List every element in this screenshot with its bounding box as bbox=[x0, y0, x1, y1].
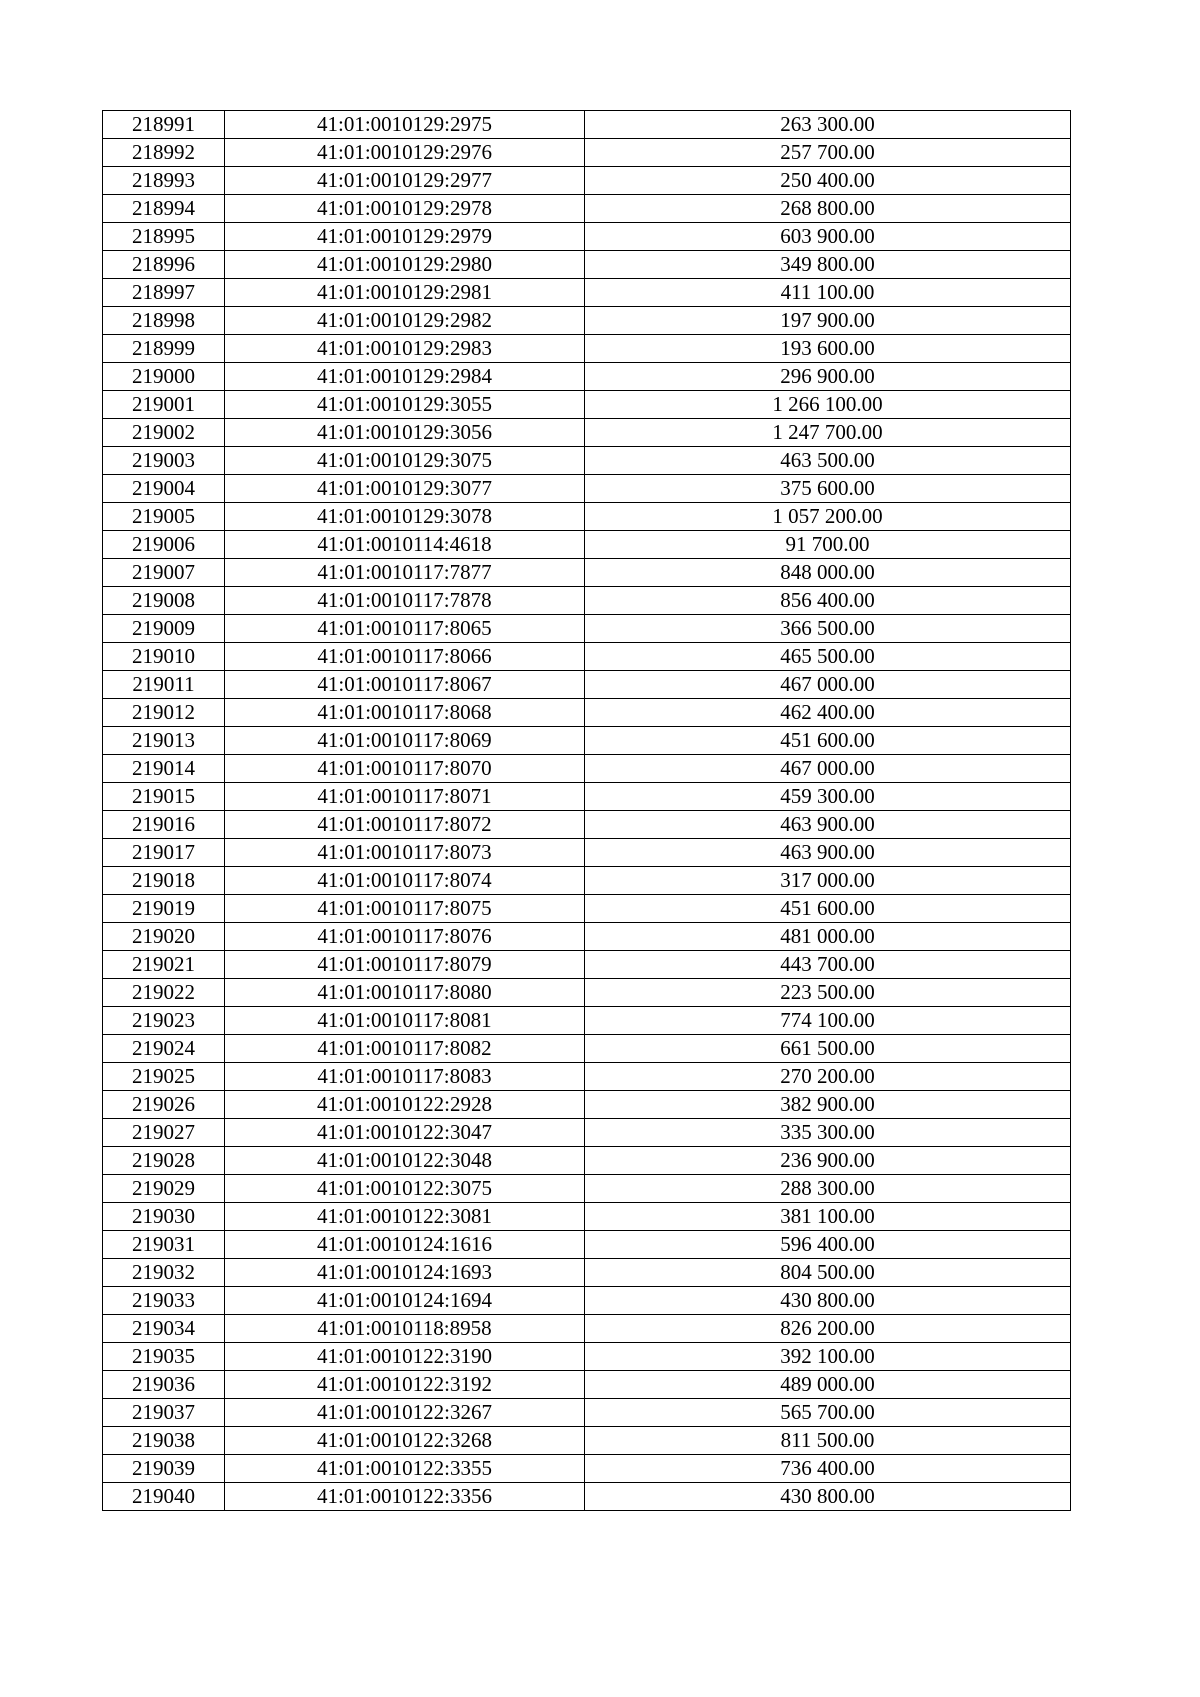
row-number-cell: 219022 bbox=[103, 979, 225, 1007]
row-number-cell: 219006 bbox=[103, 531, 225, 559]
cadastral-value-cell: 481 000.00 bbox=[585, 923, 1071, 951]
cadastral-number-cell: 41:01:0010122:2928 bbox=[225, 1091, 585, 1119]
cadastral-value-cell: 268 800.00 bbox=[585, 195, 1071, 223]
table-row bbox=[103, 167, 1071, 195]
cadastral-value-cell: 381 100.00 bbox=[585, 1203, 1071, 1231]
row-number-cell: 219018 bbox=[103, 867, 225, 895]
cadastral-value-cell: 236 900.00 bbox=[585, 1147, 1071, 1175]
cadastral-number-cell: 41:01:0010117:8065 bbox=[225, 615, 585, 643]
table-row bbox=[103, 839, 1071, 867]
cadastral-number-cell: 41:01:0010117:8075 bbox=[225, 895, 585, 923]
table-row bbox=[103, 1147, 1071, 1175]
cadastral-value-cell: 463 900.00 bbox=[585, 839, 1071, 867]
table-row bbox=[103, 1259, 1071, 1287]
table-row bbox=[103, 195, 1071, 223]
row-number-cell: 219026 bbox=[103, 1091, 225, 1119]
table-row bbox=[103, 1315, 1071, 1343]
table-row bbox=[103, 279, 1071, 307]
cadastral-number-cell: 41:01:0010122:3190 bbox=[225, 1343, 585, 1371]
row-number-cell: 219030 bbox=[103, 1203, 225, 1231]
table-row bbox=[103, 1287, 1071, 1315]
cadastral-number-cell: 41:01:0010122:3048 bbox=[225, 1147, 585, 1175]
cadastral-number-cell: 41:01:0010129:2984 bbox=[225, 363, 585, 391]
row-number-cell: 219015 bbox=[103, 783, 225, 811]
cadastral-number-cell: 41:01:0010129:2975 bbox=[225, 111, 585, 139]
row-number-cell: 219007 bbox=[103, 559, 225, 587]
row-number-cell: 219014 bbox=[103, 755, 225, 783]
cadastral-number-cell: 41:01:0010117:8072 bbox=[225, 811, 585, 839]
row-number-cell: 219002 bbox=[103, 419, 225, 447]
cadastral-value-cell: 811 500.00 bbox=[585, 1427, 1071, 1455]
cadastral-value-cell: 596 400.00 bbox=[585, 1231, 1071, 1259]
cadastral-value-cell: 411 100.00 bbox=[585, 279, 1071, 307]
row-number-cell: 219034 bbox=[103, 1315, 225, 1343]
row-number-cell: 219024 bbox=[103, 1035, 225, 1063]
cadastral-number-cell: 41:01:0010117:8083 bbox=[225, 1063, 585, 1091]
row-number-cell: 219027 bbox=[103, 1119, 225, 1147]
cadastral-value-cell: 1 266 100.00 bbox=[585, 391, 1071, 419]
row-number-cell: 219039 bbox=[103, 1455, 225, 1483]
table-row bbox=[103, 811, 1071, 839]
cadastral-value-cell: 848 000.00 bbox=[585, 559, 1071, 587]
cadastral-value-cell: 467 000.00 bbox=[585, 671, 1071, 699]
row-number-cell: 219000 bbox=[103, 363, 225, 391]
cadastral-value-cell: 349 800.00 bbox=[585, 251, 1071, 279]
cadastral-value-cell: 451 600.00 bbox=[585, 727, 1071, 755]
cadastral-number-cell: 41:01:0010117:7877 bbox=[225, 559, 585, 587]
table-row bbox=[103, 1007, 1071, 1035]
row-number-cell: 219031 bbox=[103, 1231, 225, 1259]
cadastral-value-cell: 459 300.00 bbox=[585, 783, 1071, 811]
cadastral-value-cell: 430 800.00 bbox=[585, 1483, 1071, 1511]
row-number-cell: 219021 bbox=[103, 951, 225, 979]
table-row bbox=[103, 139, 1071, 167]
cadastral-value-cell: 661 500.00 bbox=[585, 1035, 1071, 1063]
cadastral-value-cell: 250 400.00 bbox=[585, 167, 1071, 195]
cadastral-number-cell: 41:01:0010129:3056 bbox=[225, 419, 585, 447]
cadastral-number-cell: 41:01:0010114:4618 bbox=[225, 531, 585, 559]
row-number-cell: 218998 bbox=[103, 307, 225, 335]
cadastral-value-cell: 430 800.00 bbox=[585, 1287, 1071, 1315]
cadastral-number-cell: 41:01:0010117:8076 bbox=[225, 923, 585, 951]
cadastral-value-cell: 382 900.00 bbox=[585, 1091, 1071, 1119]
cadastral-number-cell: 41:01:0010118:8958 bbox=[225, 1315, 585, 1343]
row-number-cell: 219009 bbox=[103, 615, 225, 643]
cadastral-number-cell: 41:01:0010117:8067 bbox=[225, 671, 585, 699]
cadastral-value-cell: 193 600.00 bbox=[585, 335, 1071, 363]
row-number-cell: 219019 bbox=[103, 895, 225, 923]
table-row bbox=[103, 755, 1071, 783]
table-row bbox=[103, 503, 1071, 531]
cadastral-number-cell: 41:01:0010129:2982 bbox=[225, 307, 585, 335]
cadastral-value-cell: 565 700.00 bbox=[585, 1399, 1071, 1427]
table-row bbox=[103, 1427, 1071, 1455]
cadastral-value-cell: 257 700.00 bbox=[585, 139, 1071, 167]
cadastral-value-cell: 392 100.00 bbox=[585, 1343, 1071, 1371]
cadastral-number-cell: 41:01:0010129:2976 bbox=[225, 139, 585, 167]
cadastral-number-cell: 41:01:0010129:3055 bbox=[225, 391, 585, 419]
table-row bbox=[103, 307, 1071, 335]
row-number-cell: 219023 bbox=[103, 1007, 225, 1035]
row-number-cell: 219008 bbox=[103, 587, 225, 615]
table-row bbox=[103, 1035, 1071, 1063]
row-number-cell: 219029 bbox=[103, 1175, 225, 1203]
table-row bbox=[103, 1063, 1071, 1091]
table-row bbox=[103, 1091, 1071, 1119]
cadastral-value-cell: 1 247 700.00 bbox=[585, 419, 1071, 447]
cadastral-value-cell: 804 500.00 bbox=[585, 1259, 1071, 1287]
row-number-cell: 218993 bbox=[103, 167, 225, 195]
row-number-cell: 219036 bbox=[103, 1371, 225, 1399]
row-number-cell: 219011 bbox=[103, 671, 225, 699]
cadastral-number-cell: 41:01:0010129:3075 bbox=[225, 447, 585, 475]
cadastral-number-cell: 41:01:0010117:8068 bbox=[225, 699, 585, 727]
cadastral-number-cell: 41:01:0010117:8069 bbox=[225, 727, 585, 755]
row-number-cell: 219001 bbox=[103, 391, 225, 419]
row-number-cell: 219012 bbox=[103, 699, 225, 727]
cadastral-value-cell: 489 000.00 bbox=[585, 1371, 1071, 1399]
cadastral-value-cell: 223 500.00 bbox=[585, 979, 1071, 1007]
cadastral-number-cell: 41:01:0010117:8070 bbox=[225, 755, 585, 783]
cadastral-value-cell: 451 600.00 bbox=[585, 895, 1071, 923]
cadastral-number-cell: 41:01:0010122:3355 bbox=[225, 1455, 585, 1483]
cadastral-value-table bbox=[102, 110, 1071, 1511]
table-row bbox=[103, 979, 1071, 1007]
table-row bbox=[103, 951, 1071, 979]
table-row bbox=[103, 1175, 1071, 1203]
cadastral-number-cell: 41:01:0010129:2980 bbox=[225, 251, 585, 279]
table-row bbox=[103, 727, 1071, 755]
cadastral-number-cell: 41:01:0010117:7878 bbox=[225, 587, 585, 615]
cadastral-value-cell: 603 900.00 bbox=[585, 223, 1071, 251]
cadastral-number-cell: 41:01:0010129:3078 bbox=[225, 503, 585, 531]
table-row bbox=[103, 475, 1071, 503]
cadastral-number-cell: 41:01:0010117:8071 bbox=[225, 783, 585, 811]
row-number-cell: 218994 bbox=[103, 195, 225, 223]
table-row bbox=[103, 1119, 1071, 1147]
cadastral-number-cell: 41:01:0010117:8080 bbox=[225, 979, 585, 1007]
table-row bbox=[103, 111, 1071, 139]
row-number-cell: 218995 bbox=[103, 223, 225, 251]
table-row bbox=[103, 1483, 1071, 1511]
row-number-cell: 219017 bbox=[103, 839, 225, 867]
cadastral-value-cell: 463 500.00 bbox=[585, 447, 1071, 475]
cadastral-number-cell: 41:01:0010117:8081 bbox=[225, 1007, 585, 1035]
cadastral-number-cell: 41:01:0010117:8066 bbox=[225, 643, 585, 671]
row-number-cell: 219028 bbox=[103, 1147, 225, 1175]
cadastral-number-cell: 41:01:0010117:8079 bbox=[225, 951, 585, 979]
table-row bbox=[103, 867, 1071, 895]
table-row bbox=[103, 419, 1071, 447]
cadastral-number-cell: 41:01:0010124:1694 bbox=[225, 1287, 585, 1315]
row-number-cell: 219016 bbox=[103, 811, 225, 839]
cadastral-value-cell: 463 900.00 bbox=[585, 811, 1071, 839]
cadastral-value-cell: 317 000.00 bbox=[585, 867, 1071, 895]
cadastral-value-cell: 1 057 200.00 bbox=[585, 503, 1071, 531]
row-number-cell: 219004 bbox=[103, 475, 225, 503]
row-number-cell: 219025 bbox=[103, 1063, 225, 1091]
cadastral-number-cell: 41:01:0010124:1693 bbox=[225, 1259, 585, 1287]
table-row bbox=[103, 251, 1071, 279]
cadastral-number-cell: 41:01:0010129:3077 bbox=[225, 475, 585, 503]
cadastral-value-cell: 462 400.00 bbox=[585, 699, 1071, 727]
table-row bbox=[103, 1455, 1071, 1483]
table-row bbox=[103, 363, 1071, 391]
row-number-cell: 218991 bbox=[103, 111, 225, 139]
cadastral-value-cell: 826 200.00 bbox=[585, 1315, 1071, 1343]
cadastral-number-cell: 41:01:0010122:3268 bbox=[225, 1427, 585, 1455]
row-number-cell: 219020 bbox=[103, 923, 225, 951]
row-number-cell: 219003 bbox=[103, 447, 225, 475]
cadastral-number-cell: 41:01:0010117:8073 bbox=[225, 839, 585, 867]
table-row bbox=[103, 923, 1071, 951]
cadastral-number-cell: 41:01:0010122:3047 bbox=[225, 1119, 585, 1147]
cadastral-number-cell: 41:01:0010117:8074 bbox=[225, 867, 585, 895]
table-row bbox=[103, 671, 1071, 699]
row-number-cell: 219010 bbox=[103, 643, 225, 671]
cadastral-value-cell: 774 100.00 bbox=[585, 1007, 1071, 1035]
cadastral-number-cell: 41:01:0010122:3192 bbox=[225, 1371, 585, 1399]
row-number-cell: 219005 bbox=[103, 503, 225, 531]
table-row bbox=[103, 587, 1071, 615]
table-row bbox=[103, 1371, 1071, 1399]
cadastral-value-cell: 335 300.00 bbox=[585, 1119, 1071, 1147]
row-number-cell: 218999 bbox=[103, 335, 225, 363]
cadastral-value-cell: 856 400.00 bbox=[585, 587, 1071, 615]
table-body bbox=[103, 111, 1071, 1511]
table-row bbox=[103, 531, 1071, 559]
cadastral-number-cell: 41:01:0010122:3075 bbox=[225, 1175, 585, 1203]
table-row bbox=[103, 559, 1071, 587]
cadastral-number-cell: 41:01:0010122:3267 bbox=[225, 1399, 585, 1427]
cadastral-value-cell: 270 200.00 bbox=[585, 1063, 1071, 1091]
table-row bbox=[103, 1231, 1071, 1259]
cadastral-number-cell: 41:01:0010129:2978 bbox=[225, 195, 585, 223]
cadastral-value-cell: 736 400.00 bbox=[585, 1455, 1071, 1483]
cadastral-number-cell: 41:01:0010117:8082 bbox=[225, 1035, 585, 1063]
row-number-cell: 218996 bbox=[103, 251, 225, 279]
table-row bbox=[103, 615, 1071, 643]
cadastral-value-cell: 375 600.00 bbox=[585, 475, 1071, 503]
row-number-cell: 219033 bbox=[103, 1287, 225, 1315]
row-number-cell: 219035 bbox=[103, 1343, 225, 1371]
row-number-cell: 219013 bbox=[103, 727, 225, 755]
row-number-cell: 219040 bbox=[103, 1483, 225, 1511]
table-row bbox=[103, 335, 1071, 363]
cadastral-number-cell: 41:01:0010129:2979 bbox=[225, 223, 585, 251]
table-row bbox=[103, 447, 1071, 475]
cadastral-value-cell: 467 000.00 bbox=[585, 755, 1071, 783]
cadastral-value-cell: 296 900.00 bbox=[585, 363, 1071, 391]
cadastral-number-cell: 41:01:0010129:2977 bbox=[225, 167, 585, 195]
cadastral-value-cell: 465 500.00 bbox=[585, 643, 1071, 671]
table-row bbox=[103, 895, 1071, 923]
cadastral-value-cell: 91 700.00 bbox=[585, 531, 1071, 559]
cadastral-number-cell: 41:01:0010129:2983 bbox=[225, 335, 585, 363]
table-row bbox=[103, 643, 1071, 671]
cadastral-number-cell: 41:01:0010122:3081 bbox=[225, 1203, 585, 1231]
table-row bbox=[103, 699, 1071, 727]
table-row bbox=[103, 223, 1071, 251]
cadastral-number-cell: 41:01:0010129:2981 bbox=[225, 279, 585, 307]
row-number-cell: 219032 bbox=[103, 1259, 225, 1287]
cadastral-value-cell: 263 300.00 bbox=[585, 111, 1071, 139]
cadastral-value-cell: 366 500.00 bbox=[585, 615, 1071, 643]
row-number-cell: 218992 bbox=[103, 139, 225, 167]
row-number-cell: 219038 bbox=[103, 1427, 225, 1455]
table-row bbox=[103, 1399, 1071, 1427]
cadastral-value-cell: 443 700.00 bbox=[585, 951, 1071, 979]
row-number-cell: 218997 bbox=[103, 279, 225, 307]
cadastral-value-cell: 288 300.00 bbox=[585, 1175, 1071, 1203]
cadastral-number-cell: 41:01:0010122:3356 bbox=[225, 1483, 585, 1511]
cadastral-number-cell: 41:01:0010124:1616 bbox=[225, 1231, 585, 1259]
table-row bbox=[103, 391, 1071, 419]
table-row bbox=[103, 1203, 1071, 1231]
table-row bbox=[103, 1343, 1071, 1371]
table-row bbox=[103, 783, 1071, 811]
row-number-cell: 219037 bbox=[103, 1399, 225, 1427]
cadastral-value-cell: 197 900.00 bbox=[585, 307, 1071, 335]
